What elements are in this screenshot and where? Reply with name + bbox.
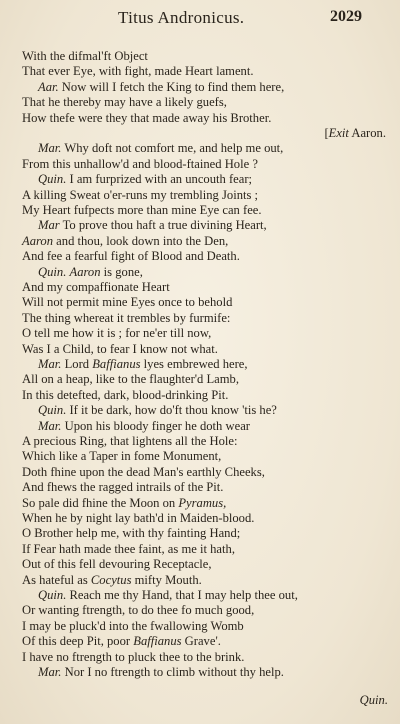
line-text: is gone, (100, 264, 143, 279)
line-text: All on a heap, like to the flaughter'd Lamb, (22, 372, 239, 387)
line-text: That he thereby may have a likely guefs, (22, 95, 227, 110)
text-line (22, 618, 244, 634)
line-text: So pale did fhine the Moon on (22, 495, 179, 510)
text-line (38, 264, 143, 280)
text-line (38, 217, 267, 233)
text-line (22, 448, 221, 464)
line-text: From this unhallow'd and blood-ftained Hole ? (22, 156, 258, 171)
page-header (0, 4, 400, 34)
speaker-name: Mar. (38, 357, 62, 371)
text-line (22, 94, 227, 110)
text-line (324, 125, 386, 141)
speaker-name: Quin. (38, 264, 67, 279)
text-line (22, 233, 228, 249)
text-line (38, 171, 252, 187)
speaker-name: Quin. (38, 172, 67, 187)
line-text: My Heart fufpects more than mine Eye can fee. (22, 203, 262, 217)
line-text: Doth fhine upon the dead Man's earthly Cheeks, (22, 464, 265, 479)
line-text: If Fear hath made thee faint, as me it hath, (22, 541, 235, 556)
line-text: Now will I fetch the King to find them here, (58, 79, 285, 94)
line-text: Of this deep Pit, poor (22, 634, 134, 649)
text-line (22, 556, 212, 572)
text-line (22, 156, 258, 172)
line-text: And fhews the ragged intrails of the Pit. (22, 480, 224, 495)
line-text: O tell me how it is ; for ne'er till now, (22, 326, 212, 341)
text-line (22, 341, 218, 357)
line-text: I may be pluck'd into the fwallowing Womb (22, 618, 244, 633)
text-line (22, 310, 230, 326)
text-line (22, 294, 232, 310)
text-line (22, 541, 235, 557)
text-line (38, 356, 248, 372)
text-line (38, 587, 298, 603)
text-line (22, 187, 258, 203)
line-text: lyes embrewed here, (140, 357, 248, 371)
speaker-name: Quin. (38, 588, 67, 602)
text-line (38, 402, 277, 418)
text-line (22, 248, 240, 264)
line-text: I have no ftrength to pluck thee to the brink. (22, 649, 245, 664)
text-line (38, 140, 283, 156)
line-text: That ever Eye, with fight, made Heart lament. (22, 64, 254, 79)
text-line (22, 479, 223, 495)
catchword: Quin. (359, 693, 388, 707)
text-line (22, 325, 211, 341)
text-line (22, 371, 239, 387)
line-text: Which like a Taper in fome Monument, (22, 449, 222, 464)
line-text: To prove thou haft a true divining Heart, (59, 218, 267, 233)
speaker-name: Mar. (38, 141, 62, 156)
line-text: mifty Mouth. (131, 572, 202, 587)
line-text: Lord (61, 357, 93, 371)
italic-text: Cocytus (90, 572, 132, 587)
text-line (22, 464, 265, 480)
speaker-name: Quin. (38, 403, 67, 418)
line-text: The thing whereat it trembles by furmife: (22, 310, 231, 325)
line-text: How thefe were they that made away his Brother. (22, 110, 272, 125)
speaker-name: Mar. (38, 418, 62, 433)
line-text: Upon his bloody finger he doth wear (61, 418, 250, 433)
text-line (22, 633, 221, 649)
line-text: O Brother help me, with thy fainting Hand; (22, 526, 241, 541)
italic-text: Exit (328, 126, 349, 140)
italic-text: Aaron (69, 264, 101, 279)
text-line (22, 510, 254, 526)
line-text: Grave'. (181, 634, 221, 649)
text-line (22, 525, 240, 541)
line-text: I am furprized with an uncouth fear; (66, 172, 253, 187)
speaker-name: Mar. (38, 665, 62, 679)
italic-text: Baffianus (92, 357, 141, 371)
italic-text: Baffianus (133, 634, 182, 649)
line-text: If it be dark, how do'ft thou know 'tis he? (66, 403, 277, 418)
text-line (22, 602, 254, 618)
line-text: With the difmal'ft Object (22, 49, 148, 63)
line-text: When he by night lay bath'd in Maiden-blood. (22, 511, 255, 525)
text-line (22, 387, 228, 403)
line-text: [ (324, 126, 329, 140)
line-text: and thou, look down into the Den, (53, 233, 229, 248)
line-text: A killing Sweat o'er-runs my trembling Joints ; (22, 187, 259, 202)
line-text: Will not permit mine Eyes once to behold (22, 295, 233, 310)
text-line (22, 572, 202, 588)
text-line (22, 202, 262, 218)
text-line (22, 110, 271, 126)
speaker-name: Mar (38, 218, 60, 233)
line-text: Reach me thy Hand, that I may help thee out, (66, 588, 298, 602)
page-number: 2029 (330, 8, 362, 25)
line-text: A precious Ring, that lightens all the Hole: (22, 434, 238, 448)
line-text: Was I a Child, to fear I know not what. (22, 341, 218, 356)
line-text: Why doft not comfort me, and help me out, (61, 141, 284, 156)
text-line (38, 664, 284, 680)
text-line (22, 433, 237, 449)
line-text: As hateful as (22, 572, 91, 587)
text-line (22, 279, 170, 295)
text-line (38, 418, 250, 434)
text-line (22, 649, 244, 665)
line-text: And my compaffionate Heart (22, 280, 170, 294)
line-text: In this detefted, dark, blood-drinking Pit. (22, 387, 229, 402)
line-text: Aaron. (348, 126, 386, 140)
line-text: Or wanting ftrength, to do thee fo much good, (22, 603, 255, 618)
text-line (22, 48, 148, 64)
italic-text: Pyramus, (178, 495, 227, 510)
text-line (38, 79, 284, 95)
text-line (22, 63, 254, 79)
speaker-name: Aar. (38, 79, 59, 94)
running-title: Titus Andronicus. (118, 8, 245, 27)
line-text: Nor I no ftrength to climb without thy help. (61, 665, 284, 679)
line-text: Out of this fell devouring Receptacle, (22, 557, 212, 572)
italic-text: Aaron (22, 233, 54, 248)
line-text: And fee a fearful fight of Blood and Death. (22, 249, 240, 264)
text-line (22, 495, 226, 511)
